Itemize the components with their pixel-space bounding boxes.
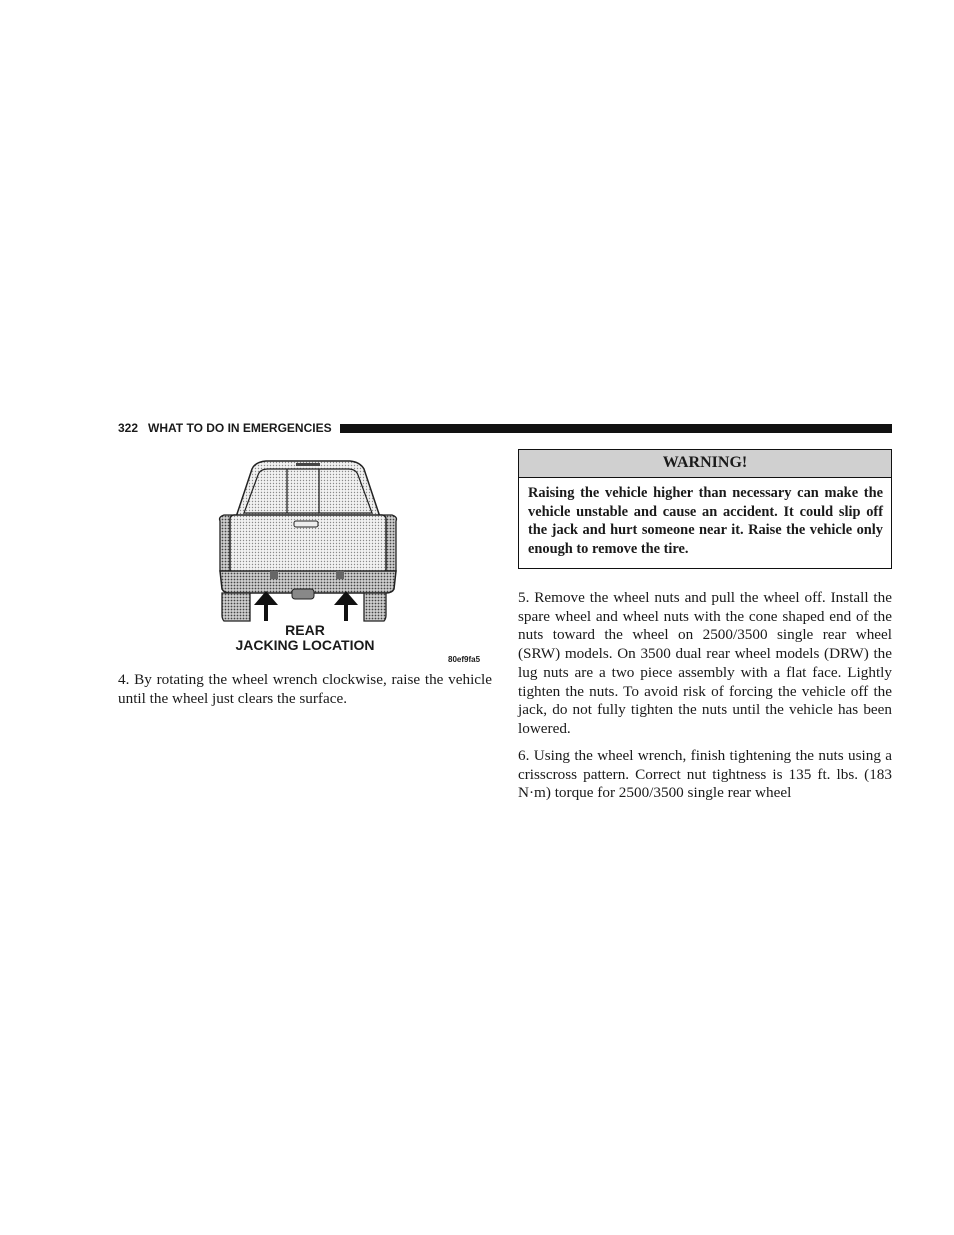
figure-caption-line2: JACKING LOCATION: [235, 637, 375, 653]
right-tire: [364, 593, 386, 621]
step-4-paragraph: 4. By rotating the wheel wrench clockwise, raise the vehicle until the wheel just clears the surface.: [118, 671, 492, 707]
warning-title: WARNING!: [519, 450, 891, 478]
figure-code: 80ef9fa5: [448, 655, 481, 664]
left-tire: [222, 593, 250, 621]
page-number: 322: [118, 421, 139, 435]
left-jack-arrow-icon: [254, 591, 278, 621]
warning-box: [518, 449, 892, 569]
step-5-paragraph: 5. Remove the wheel nuts and pull the wheel off. Install the spare wheel and wheel nuts with the cone shaped end of the nuts toward the wheel on 2500/3500 single rear wheel (SRW) models. On 3500 dual rear wheel models (DRW) the lug nuts are a two piece assembly with a flat face. Lightly tighten the nuts. To avoid risk of forcing the vehicle off the jack, do not fully tighten the nuts until the vehicle has been lowered.: [518, 589, 892, 737]
rear-jacking-figure: [200, 455, 500, 667]
page-header: [118, 420, 892, 436]
warning-body: Raising the vehicle higher than necessary can make the vehicle unstable and cause an accident. It could slip off the jack and hurt someone near it. Raise the vehicle only enough to remove the tire.: [528, 485, 883, 558]
step-6-paragraph: 6. Using the wheel wrench, finish tightening the nuts using a crisscross pattern. Correct nut tightness is 135 ft. lbs. (183 N·m) torque for 2500/3500 single rear wheel: [518, 747, 892, 802]
header-rule: [340, 424, 892, 433]
rear-window: [244, 469, 372, 513]
right-jack-arrow-icon: [334, 591, 358, 621]
figure-caption-line1: REAR: [285, 622, 325, 638]
section-title: WHAT TO DO IN EMERGENCIES: [148, 421, 332, 435]
